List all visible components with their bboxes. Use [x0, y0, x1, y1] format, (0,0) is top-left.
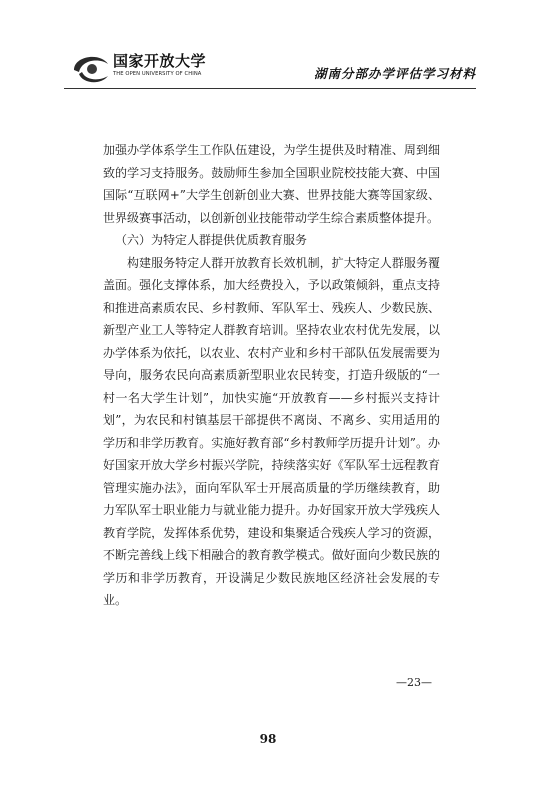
page-label: —23—: [396, 676, 432, 689]
body-text: [103, 139, 440, 612]
section-heading: （六）为特定人群提供优质教育服务: [115, 233, 308, 247]
header-divider: [64, 88, 476, 89]
logo-english-name: THE OPEN UNIVERSITY OF CHINA: [113, 71, 202, 77]
paragraph-student-work: 加强办学体系学生工作队伍建设，为学生提供及时精准、周到细致的学习支持服务。鼓励师生参加全国职业院校技能大赛、中国国际“互联网+”大学生创新创业大赛、世界技能大赛等国家级、世界级赛事活动，以创新创业技能带动学生综合素质整体提升。: [103, 143, 440, 225]
logo-chinese-name: 国家开放大学: [113, 52, 207, 70]
page-number: 98: [259, 732, 277, 746]
page-header: [0, 0, 536, 100]
university-logo-icon: [70, 50, 114, 88]
paragraph-special-groups: 构建服务特定人群开放教育长效机制，扩大特定人群服务覆盖面。强化支撑体系，加大经费投入，予以政策倾斜，重点支持和推进高素质农民、乡村教师、军队军士、残疾人、少数民族、新型产业工人等特定人群教育培训。坚持农业农村优先发展，以办学体系为依托，以农业、农村产业和乡村干部队伍发展需要为导向，服务农民向高素质新型职业农民转变，打造升级版的“一村一名大学生计划”，加快实施“开放教育——乡村振兴支持计划”，为农民和村镇基层干部提供不离岗、不离乡、实用适用的学历和非学历教育。实施好教育部“乡村教师学历提升计划”。办好国家开放大学乡村振兴学院，持续落实好《军队军士远程教育管理实施办法》，面向军队军士开展高质量的学历继续教育，助力军队军士职业能力与就业能力提升。办好国家开放大学残疾人教育学院，发挥体系优势，建设和集聚适合残疾人学习的资源，不断完善线上线下相融合的教育教学模式。做好面向少数民族的学历和非学历教育，开设满足少数民族地区经济社会发展的专业。: [103, 255, 440, 607]
header-title: 湖南分部办学评估学习材料: [313, 66, 476, 81]
